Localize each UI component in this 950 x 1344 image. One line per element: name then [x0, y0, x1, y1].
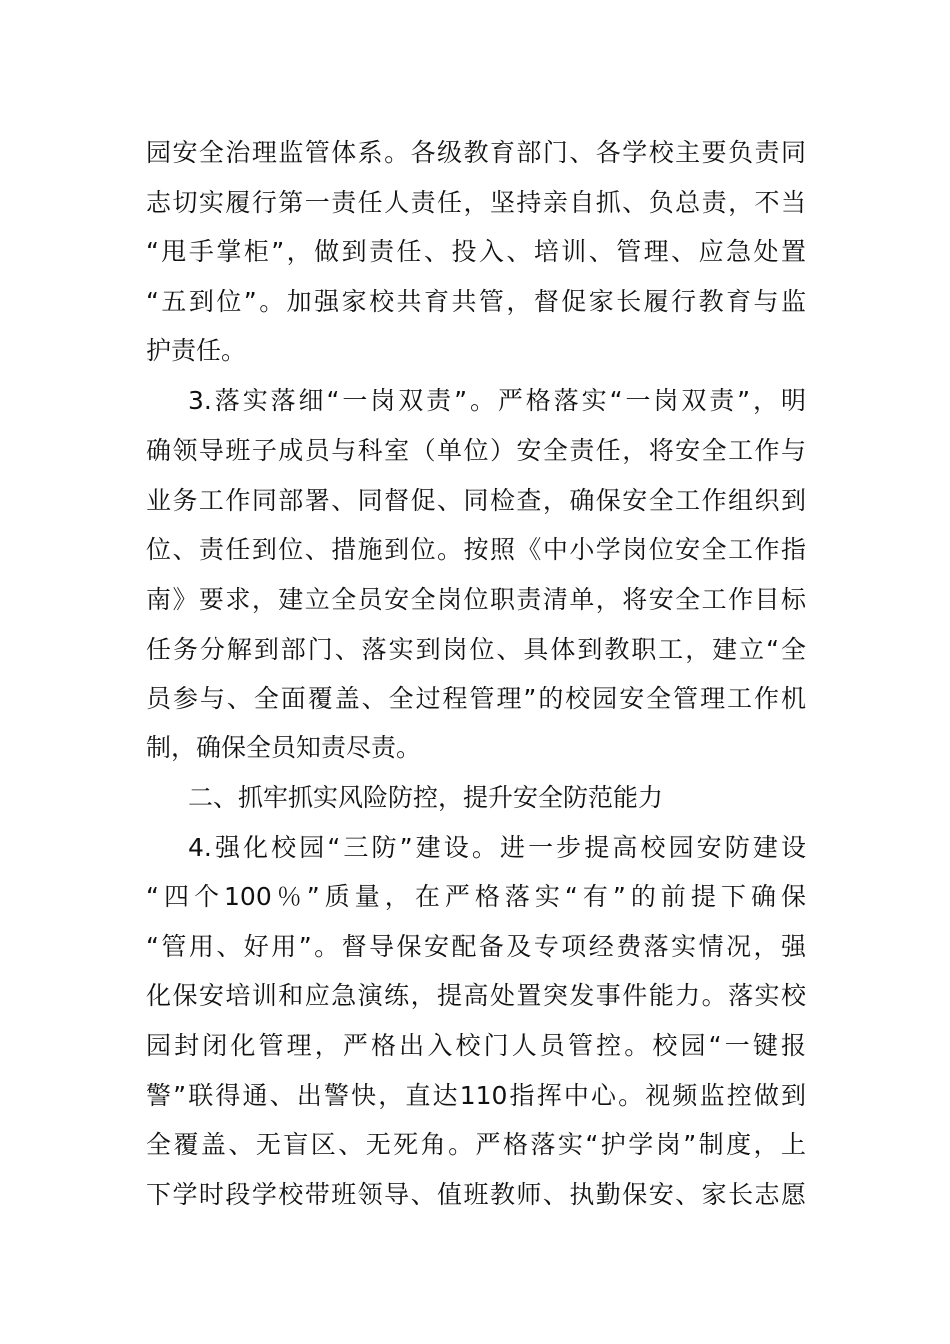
paragraph-line: 护责任。 [146, 336, 247, 365]
paragraph-line: “管用、好用”。督导保安配备及专项经费落实情况，强 [146, 932, 806, 961]
paragraph-line: 警”联得通、出警快，直达110指挥中心。视频监控做到 [146, 1081, 806, 1110]
paragraph-line: 员参与、全面覆盖、全过程管理”的校园安全管理工作机 [146, 684, 806, 713]
paragraph-line: 4.强化校园“三防”建设。进一步提高校园安防建设 [188, 833, 806, 862]
paragraph-line: 业务工作同部署、同督促、同检查，确保安全工作组织到 [146, 486, 806, 515]
paragraph-line: 3.落实落细“一岗双责”。严格落实“一岗双责”，明 [188, 386, 806, 415]
section-heading: 二、抓牢抓实风险防控，提升安全防范能力 [188, 783, 664, 812]
paragraph-line: “五到位”。加强家校共育共管，督促家长履行教育与监 [146, 287, 806, 316]
paragraph-line: 园安全治理监管体系。各级教育部门、各学校主要负责同 [146, 138, 806, 167]
paragraph-line: 南》要求，建立全员安全岗位职责清单，将安全工作目标 [146, 585, 806, 614]
paragraph-line: 志切实履行第一责任人责任，坚持亲自抓、负总责，不当 [146, 188, 806, 217]
paragraph-line: 确领导班子成员与科室（单位）安全责任，将安全工作与 [146, 436, 806, 465]
paragraph-line: 全覆盖、无盲区、无死角。严格落实“护学岗”制度，上 [146, 1130, 806, 1159]
paragraph-line: 制，确保全员知责尽责。 [146, 733, 422, 762]
paragraph-line: “甩手掌柜”，做到责任、投入、培训、管理、应急处置 [146, 237, 806, 266]
paragraph-line: 化保安培训和应急演练，提高处置突发事件能力。落实校 [146, 981, 806, 1010]
paragraph-line: 任务分解到部门、落实到岗位、具体到教职工，建立“全 [146, 635, 806, 664]
paragraph-line: 位、责任到位、措施到位。按照《中小学岗位安全工作指 [146, 535, 806, 564]
paragraph-line: 园封闭化管理，严格出入校门人员管控。校园“一键报 [146, 1031, 806, 1060]
paragraph-line: 下学时段学校带班领导、值班教师、执勤保安、家长志愿 [146, 1180, 806, 1209]
paragraph-line: “四个100％”质量，在严格落实“有”的前提下确保 [146, 882, 806, 911]
